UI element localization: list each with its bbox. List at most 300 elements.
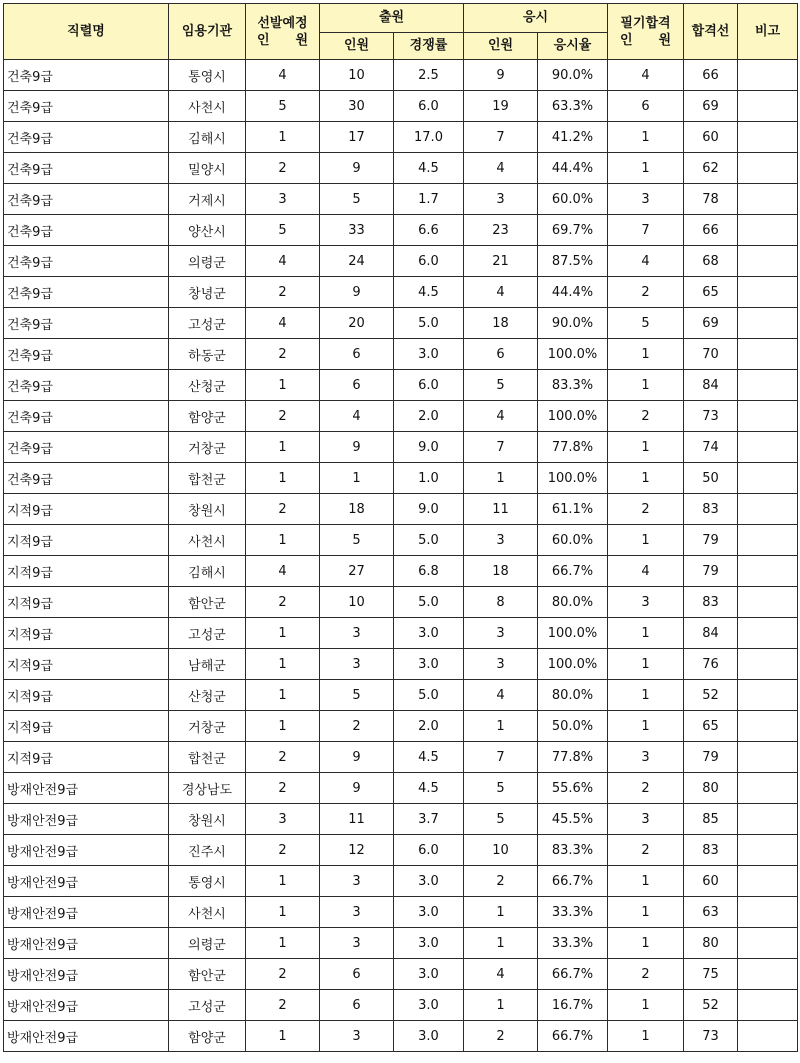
cell-exam-rate: 100.0% bbox=[538, 401, 608, 432]
cell-passed: 3 bbox=[608, 742, 684, 773]
cell-passed: 5 bbox=[608, 308, 684, 339]
cell-passed: 1 bbox=[608, 618, 684, 649]
cell-agency: 거창군 bbox=[169, 711, 246, 742]
cell-note bbox=[738, 184, 798, 215]
cell-passed: 3 bbox=[608, 587, 684, 618]
cell-cutoff: 60 bbox=[684, 866, 738, 897]
cell-examinees: 4 bbox=[464, 277, 538, 308]
cell-job: 건축9급 bbox=[4, 308, 169, 339]
cell-examinees: 3 bbox=[464, 649, 538, 680]
cell-passed: 2 bbox=[608, 401, 684, 432]
cell-cutoff: 80 bbox=[684, 928, 738, 959]
cell-examinees: 6 bbox=[464, 339, 538, 370]
cell-planned: 1 bbox=[246, 1021, 320, 1052]
cell-examinees: 18 bbox=[464, 556, 538, 587]
cell-ratio: 2.5 bbox=[394, 60, 464, 91]
cell-note bbox=[738, 401, 798, 432]
cell-note bbox=[738, 246, 798, 277]
table-row bbox=[4, 277, 798, 308]
cell-cutoff: 84 bbox=[684, 370, 738, 401]
header-note: 비고 bbox=[738, 4, 798, 60]
cell-job: 방재안전9급 bbox=[4, 897, 169, 928]
cell-job: 건축9급 bbox=[4, 215, 169, 246]
cell-note bbox=[738, 990, 798, 1021]
table-row bbox=[4, 804, 798, 835]
cell-exam-rate: 77.8% bbox=[538, 432, 608, 463]
cell-agency: 통영시 bbox=[169, 866, 246, 897]
cell-applicants: 3 bbox=[320, 866, 394, 897]
cell-applicants: 18 bbox=[320, 494, 394, 525]
table-header bbox=[4, 4, 798, 60]
table-row bbox=[4, 153, 798, 184]
cell-planned: 4 bbox=[246, 308, 320, 339]
table-row bbox=[4, 463, 798, 494]
cell-ratio: 4.5 bbox=[394, 153, 464, 184]
cell-cutoff: 84 bbox=[684, 618, 738, 649]
cell-cutoff: 73 bbox=[684, 401, 738, 432]
cell-exam-rate: 100.0% bbox=[538, 649, 608, 680]
cell-note bbox=[738, 556, 798, 587]
cell-ratio: 3.0 bbox=[394, 649, 464, 680]
cell-exam-rate: 66.7% bbox=[538, 556, 608, 587]
cell-agency: 통영시 bbox=[169, 60, 246, 91]
cell-agency: 고성군 bbox=[169, 618, 246, 649]
cell-agency: 사천시 bbox=[169, 91, 246, 122]
cell-note bbox=[738, 432, 798, 463]
cell-job: 지적9급 bbox=[4, 649, 169, 680]
cell-passed: 3 bbox=[608, 184, 684, 215]
cell-agency: 사천시 bbox=[169, 897, 246, 928]
cell-passed: 1 bbox=[608, 866, 684, 897]
table-row bbox=[4, 525, 798, 556]
table-row bbox=[4, 432, 798, 463]
cell-planned: 2 bbox=[246, 835, 320, 866]
cell-planned: 5 bbox=[246, 215, 320, 246]
cell-agency: 산청군 bbox=[169, 680, 246, 711]
cell-job: 건축9급 bbox=[4, 246, 169, 277]
cell-ratio: 3.7 bbox=[394, 804, 464, 835]
cell-planned: 1 bbox=[246, 649, 320, 680]
cell-agency: 함양군 bbox=[169, 401, 246, 432]
results-table bbox=[3, 3, 798, 1052]
table-row bbox=[4, 990, 798, 1021]
cell-passed: 2 bbox=[608, 277, 684, 308]
cell-job: 건축9급 bbox=[4, 277, 169, 308]
cell-agency: 거창군 bbox=[169, 432, 246, 463]
cell-ratio: 4.5 bbox=[394, 773, 464, 804]
header-planned bbox=[246, 4, 320, 60]
cell-ratio: 3.0 bbox=[394, 618, 464, 649]
header-passed-line2: 인 원 bbox=[619, 32, 672, 48]
cell-agency: 산청군 bbox=[169, 370, 246, 401]
header-job: 직렬명 bbox=[4, 4, 169, 60]
cell-cutoff: 66 bbox=[684, 215, 738, 246]
table-row bbox=[4, 556, 798, 587]
cell-exam-rate: 50.0% bbox=[538, 711, 608, 742]
cell-applicants: 9 bbox=[320, 742, 394, 773]
cell-ratio: 3.0 bbox=[394, 990, 464, 1021]
cell-examinees: 4 bbox=[464, 401, 538, 432]
cell-cutoff: 79 bbox=[684, 556, 738, 587]
cell-planned: 1 bbox=[246, 463, 320, 494]
cell-cutoff: 78 bbox=[684, 184, 738, 215]
cell-examinees: 23 bbox=[464, 215, 538, 246]
cell-note bbox=[738, 959, 798, 990]
cell-note bbox=[738, 277, 798, 308]
cell-planned: 2 bbox=[246, 959, 320, 990]
cell-examinees: 4 bbox=[464, 153, 538, 184]
cell-agency: 김해시 bbox=[169, 556, 246, 587]
cell-job: 지적9급 bbox=[4, 680, 169, 711]
cell-cutoff: 83 bbox=[684, 494, 738, 525]
table-row bbox=[4, 649, 798, 680]
cell-job: 건축9급 bbox=[4, 463, 169, 494]
cell-note bbox=[738, 587, 798, 618]
header-cutoff: 합격선 bbox=[684, 4, 738, 60]
cell-exam-rate: 90.0% bbox=[538, 60, 608, 91]
cell-planned: 1 bbox=[246, 866, 320, 897]
cell-note bbox=[738, 370, 798, 401]
cell-agency: 의령군 bbox=[169, 246, 246, 277]
header-apply-count: 인원 bbox=[320, 33, 394, 60]
cell-job: 건축9급 bbox=[4, 401, 169, 432]
cell-examinees: 4 bbox=[464, 959, 538, 990]
cell-examinees: 1 bbox=[464, 928, 538, 959]
cell-applicants: 3 bbox=[320, 618, 394, 649]
cell-planned: 3 bbox=[246, 184, 320, 215]
cell-exam-rate: 80.0% bbox=[538, 680, 608, 711]
header-planned-line1: 선발예정 bbox=[257, 15, 308, 31]
cell-agency: 의령군 bbox=[169, 928, 246, 959]
cell-planned: 2 bbox=[246, 990, 320, 1021]
cell-exam-rate: 100.0% bbox=[538, 618, 608, 649]
cell-note bbox=[738, 866, 798, 897]
cell-examinees: 11 bbox=[464, 494, 538, 525]
cell-applicants: 30 bbox=[320, 91, 394, 122]
table-row bbox=[4, 494, 798, 525]
cell-ratio: 6.0 bbox=[394, 246, 464, 277]
cell-passed: 1 bbox=[608, 370, 684, 401]
cell-examinees: 3 bbox=[464, 525, 538, 556]
cell-passed: 1 bbox=[608, 153, 684, 184]
cell-passed: 1 bbox=[608, 1021, 684, 1052]
table-row bbox=[4, 928, 798, 959]
cell-note bbox=[738, 1021, 798, 1052]
cell-agency: 거제시 bbox=[169, 184, 246, 215]
table-row bbox=[4, 742, 798, 773]
table-body bbox=[4, 60, 798, 1052]
cell-applicants: 12 bbox=[320, 835, 394, 866]
cell-job: 지적9급 bbox=[4, 711, 169, 742]
header-exam-count: 인원 bbox=[464, 33, 538, 60]
cell-note bbox=[738, 122, 798, 153]
cell-ratio: 5.0 bbox=[394, 525, 464, 556]
cell-cutoff: 83 bbox=[684, 835, 738, 866]
cell-examinees: 18 bbox=[464, 308, 538, 339]
cell-job: 지적9급 bbox=[4, 525, 169, 556]
cell-ratio: 3.0 bbox=[394, 897, 464, 928]
cell-passed: 2 bbox=[608, 959, 684, 990]
cell-ratio: 17.0 bbox=[394, 122, 464, 153]
cell-applicants: 4 bbox=[320, 401, 394, 432]
cell-agency: 김해시 bbox=[169, 122, 246, 153]
cell-cutoff: 76 bbox=[684, 649, 738, 680]
cell-note bbox=[738, 835, 798, 866]
cell-planned: 1 bbox=[246, 680, 320, 711]
cell-passed: 7 bbox=[608, 215, 684, 246]
cell-job: 방재안전9급 bbox=[4, 959, 169, 990]
cell-note bbox=[738, 308, 798, 339]
cell-cutoff: 66 bbox=[684, 60, 738, 91]
cell-planned: 2 bbox=[246, 153, 320, 184]
cell-note bbox=[738, 91, 798, 122]
header-apply: 출원 bbox=[320, 4, 464, 33]
cell-job: 건축9급 bbox=[4, 91, 169, 122]
cell-planned: 2 bbox=[246, 339, 320, 370]
cell-job: 지적9급 bbox=[4, 742, 169, 773]
cell-note bbox=[738, 680, 798, 711]
cell-applicants: 27 bbox=[320, 556, 394, 587]
cell-exam-rate: 55.6% bbox=[538, 773, 608, 804]
cell-agency: 합천군 bbox=[169, 742, 246, 773]
cell-exam-rate: 77.8% bbox=[538, 742, 608, 773]
cell-exam-rate: 66.7% bbox=[538, 866, 608, 897]
table-row bbox=[4, 959, 798, 990]
cell-examinees: 19 bbox=[464, 91, 538, 122]
cell-planned: 2 bbox=[246, 742, 320, 773]
cell-ratio: 3.0 bbox=[394, 1021, 464, 1052]
cell-note bbox=[738, 339, 798, 370]
cell-applicants: 9 bbox=[320, 432, 394, 463]
cell-ratio: 3.0 bbox=[394, 339, 464, 370]
header-passed-line1: 필기합격 bbox=[620, 15, 671, 31]
cell-cutoff: 65 bbox=[684, 711, 738, 742]
cell-examinees: 2 bbox=[464, 866, 538, 897]
cell-exam-rate: 80.0% bbox=[538, 587, 608, 618]
cell-note bbox=[738, 618, 798, 649]
cell-planned: 2 bbox=[246, 277, 320, 308]
cell-ratio: 3.0 bbox=[394, 866, 464, 897]
cell-examinees: 10 bbox=[464, 835, 538, 866]
cell-ratio: 2.0 bbox=[394, 401, 464, 432]
table-row bbox=[4, 91, 798, 122]
cell-cutoff: 74 bbox=[684, 432, 738, 463]
cell-note bbox=[738, 153, 798, 184]
cell-cutoff: 65 bbox=[684, 277, 738, 308]
cell-cutoff: 60 bbox=[684, 122, 738, 153]
cell-agency: 함안군 bbox=[169, 587, 246, 618]
cell-examinees: 9 bbox=[464, 60, 538, 91]
cell-exam-rate: 44.4% bbox=[538, 153, 608, 184]
cell-planned: 1 bbox=[246, 122, 320, 153]
table-row bbox=[4, 773, 798, 804]
cell-job: 방재안전9급 bbox=[4, 928, 169, 959]
table-row bbox=[4, 866, 798, 897]
cell-passed: 1 bbox=[608, 525, 684, 556]
cell-cutoff: 73 bbox=[684, 1021, 738, 1052]
cell-agency: 양산시 bbox=[169, 215, 246, 246]
cell-ratio: 2.0 bbox=[394, 711, 464, 742]
cell-applicants: 9 bbox=[320, 773, 394, 804]
cell-planned: 1 bbox=[246, 897, 320, 928]
table-row bbox=[4, 587, 798, 618]
cell-note bbox=[738, 742, 798, 773]
cell-planned: 1 bbox=[246, 525, 320, 556]
cell-applicants: 9 bbox=[320, 153, 394, 184]
cell-agency: 하동군 bbox=[169, 339, 246, 370]
cell-note bbox=[738, 60, 798, 91]
cell-applicants: 6 bbox=[320, 959, 394, 990]
cell-applicants: 33 bbox=[320, 215, 394, 246]
cell-planned: 3 bbox=[246, 804, 320, 835]
cell-passed: 2 bbox=[608, 773, 684, 804]
cell-note bbox=[738, 711, 798, 742]
cell-applicants: 10 bbox=[320, 587, 394, 618]
cell-agency: 고성군 bbox=[169, 990, 246, 1021]
cell-applicants: 5 bbox=[320, 184, 394, 215]
table-row bbox=[4, 184, 798, 215]
cell-cutoff: 79 bbox=[684, 742, 738, 773]
cell-note bbox=[738, 897, 798, 928]
cell-job: 건축9급 bbox=[4, 122, 169, 153]
cell-passed: 6 bbox=[608, 91, 684, 122]
cell-cutoff: 68 bbox=[684, 246, 738, 277]
header-exam: 응시 bbox=[464, 4, 608, 33]
cell-examinees: 21 bbox=[464, 246, 538, 277]
table-row bbox=[4, 1021, 798, 1052]
cell-agency: 남해군 bbox=[169, 649, 246, 680]
cell-planned: 2 bbox=[246, 401, 320, 432]
cell-ratio: 3.0 bbox=[394, 928, 464, 959]
cell-job: 지적9급 bbox=[4, 556, 169, 587]
cell-cutoff: 69 bbox=[684, 308, 738, 339]
cell-note bbox=[738, 649, 798, 680]
cell-examinees: 2 bbox=[464, 1021, 538, 1052]
cell-planned: 1 bbox=[246, 711, 320, 742]
cell-examinees: 8 bbox=[464, 587, 538, 618]
cell-applicants: 11 bbox=[320, 804, 394, 835]
cell-examinees: 3 bbox=[464, 618, 538, 649]
cell-agency: 경상남도 bbox=[169, 773, 246, 804]
cell-passed: 1 bbox=[608, 649, 684, 680]
cell-note bbox=[738, 773, 798, 804]
header-agency: 임용기관 bbox=[169, 4, 246, 60]
cell-exam-rate: 66.7% bbox=[538, 1021, 608, 1052]
cell-job: 방재안전9급 bbox=[4, 866, 169, 897]
cell-applicants: 2 bbox=[320, 711, 394, 742]
cell-cutoff: 50 bbox=[684, 463, 738, 494]
cell-exam-rate: 61.1% bbox=[538, 494, 608, 525]
cell-ratio: 1.0 bbox=[394, 463, 464, 494]
cell-passed: 2 bbox=[608, 494, 684, 525]
cell-examinees: 1 bbox=[464, 990, 538, 1021]
table-row bbox=[4, 835, 798, 866]
cell-examinees: 5 bbox=[464, 773, 538, 804]
table-row bbox=[4, 897, 798, 928]
cell-planned: 2 bbox=[246, 773, 320, 804]
cell-passed: 1 bbox=[608, 122, 684, 153]
cell-passed: 2 bbox=[608, 835, 684, 866]
cell-note bbox=[738, 494, 798, 525]
cell-cutoff: 52 bbox=[684, 680, 738, 711]
cell-planned: 4 bbox=[246, 60, 320, 91]
cell-job: 건축9급 bbox=[4, 339, 169, 370]
cell-exam-rate: 33.3% bbox=[538, 897, 608, 928]
cell-exam-rate: 60.0% bbox=[538, 184, 608, 215]
cell-note bbox=[738, 215, 798, 246]
cell-job: 건축9급 bbox=[4, 153, 169, 184]
cell-planned: 4 bbox=[246, 556, 320, 587]
cell-applicants: 3 bbox=[320, 649, 394, 680]
cell-job: 방재안전9급 bbox=[4, 1021, 169, 1052]
cell-exam-rate: 100.0% bbox=[538, 463, 608, 494]
cell-exam-rate: 66.7% bbox=[538, 959, 608, 990]
table-row bbox=[4, 60, 798, 91]
cell-planned: 2 bbox=[246, 494, 320, 525]
table-row bbox=[4, 339, 798, 370]
cell-ratio: 5.0 bbox=[394, 680, 464, 711]
cell-passed: 1 bbox=[608, 680, 684, 711]
cell-note bbox=[738, 463, 798, 494]
table-row bbox=[4, 370, 798, 401]
table-row bbox=[4, 122, 798, 153]
cell-examinees: 5 bbox=[464, 370, 538, 401]
cell-applicants: 5 bbox=[320, 525, 394, 556]
cell-cutoff: 83 bbox=[684, 587, 738, 618]
cell-exam-rate: 90.0% bbox=[538, 308, 608, 339]
cell-ratio: 4.5 bbox=[394, 277, 464, 308]
cell-applicants: 20 bbox=[320, 308, 394, 339]
cell-passed: 1 bbox=[608, 897, 684, 928]
cell-passed: 1 bbox=[608, 463, 684, 494]
cell-exam-rate: 100.0% bbox=[538, 339, 608, 370]
cell-agency: 창녕군 bbox=[169, 277, 246, 308]
cell-agency: 창원시 bbox=[169, 494, 246, 525]
cell-ratio: 3.0 bbox=[394, 959, 464, 990]
cell-agency: 함양군 bbox=[169, 1021, 246, 1052]
cell-passed: 4 bbox=[608, 60, 684, 91]
cell-examinees: 7 bbox=[464, 432, 538, 463]
cell-cutoff: 52 bbox=[684, 990, 738, 1021]
cell-applicants: 5 bbox=[320, 680, 394, 711]
cell-examinees: 1 bbox=[464, 711, 538, 742]
cell-cutoff: 63 bbox=[684, 897, 738, 928]
cell-examinees: 3 bbox=[464, 184, 538, 215]
cell-applicants: 10 bbox=[320, 60, 394, 91]
cell-agency: 합천군 bbox=[169, 463, 246, 494]
cell-applicants: 1 bbox=[320, 463, 394, 494]
cell-ratio: 5.0 bbox=[394, 587, 464, 618]
cell-examinees: 1 bbox=[464, 897, 538, 928]
cell-ratio: 9.0 bbox=[394, 432, 464, 463]
cell-agency: 함안군 bbox=[169, 959, 246, 990]
header-passed bbox=[608, 4, 684, 60]
cell-ratio: 4.5 bbox=[394, 742, 464, 773]
cell-job: 건축9급 bbox=[4, 432, 169, 463]
cell-applicants: 3 bbox=[320, 897, 394, 928]
cell-ratio: 6.0 bbox=[394, 91, 464, 122]
cell-examinees: 5 bbox=[464, 804, 538, 835]
cell-planned: 2 bbox=[246, 587, 320, 618]
cell-cutoff: 75 bbox=[684, 959, 738, 990]
cell-job: 지적9급 bbox=[4, 494, 169, 525]
cell-planned: 1 bbox=[246, 432, 320, 463]
table-row bbox=[4, 215, 798, 246]
cell-planned: 1 bbox=[246, 618, 320, 649]
cell-exam-rate: 69.7% bbox=[538, 215, 608, 246]
cell-exam-rate: 83.3% bbox=[538, 835, 608, 866]
cell-exam-rate: 87.5% bbox=[538, 246, 608, 277]
